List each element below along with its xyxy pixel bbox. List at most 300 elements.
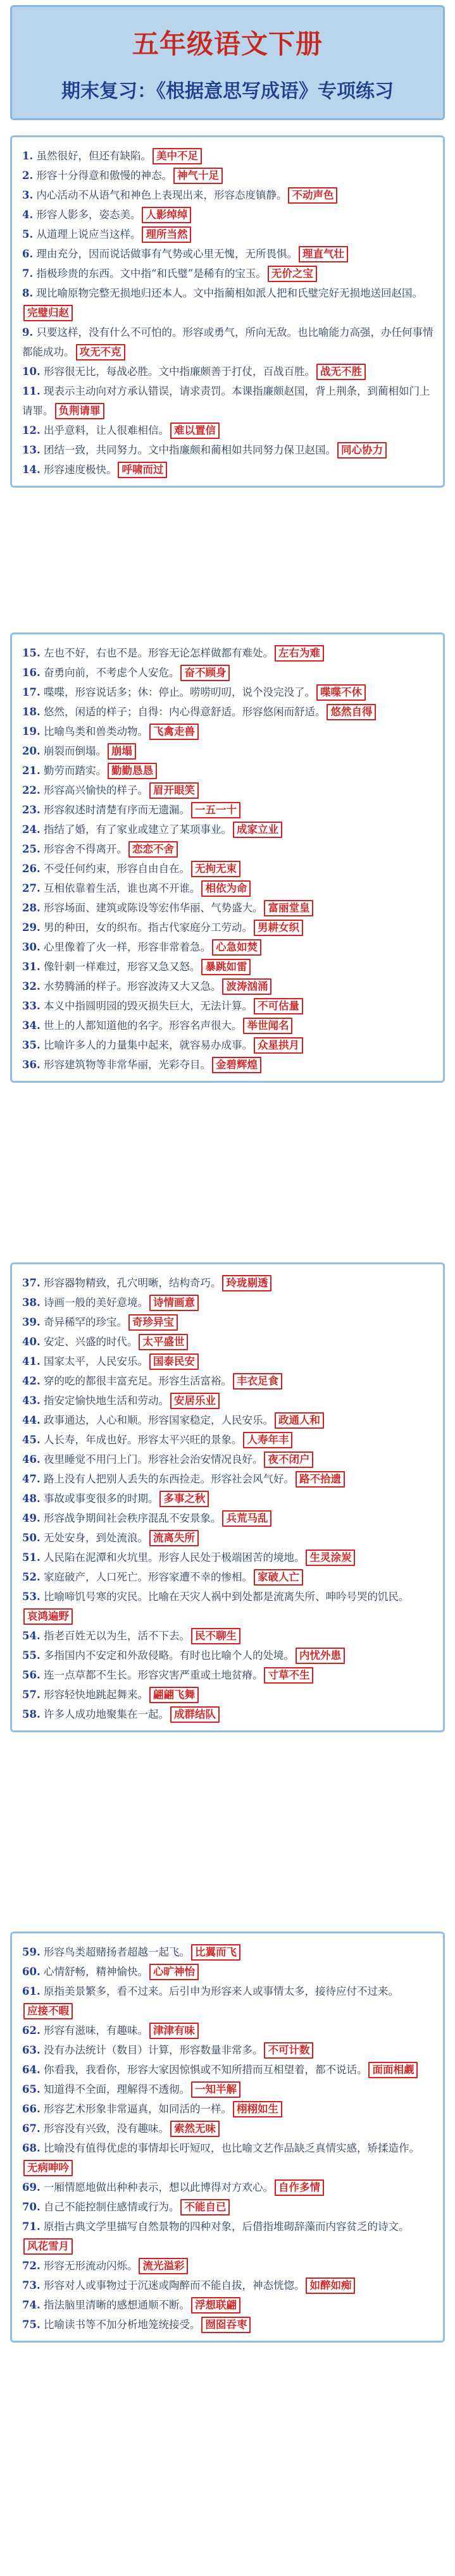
item-number: 27. xyxy=(22,882,41,894)
item-number: 70. xyxy=(22,2201,41,2213)
item-answer-box: 应接不暇 xyxy=(23,2003,73,2019)
item-definition: 政事通达，人心和顺。形容国家稳定，人民安乐。 xyxy=(43,1414,273,1426)
header-banner xyxy=(10,5,445,120)
item-number: 47. xyxy=(22,1473,41,1485)
exercise-item xyxy=(22,663,434,682)
exercise-item xyxy=(22,264,434,283)
item-answer-box: 比翼而飞 xyxy=(191,1944,240,1961)
item-number: 21. xyxy=(22,765,41,777)
exercise-item xyxy=(22,2197,434,2217)
item-number: 69. xyxy=(22,2181,41,2193)
exercise-item xyxy=(22,1528,434,1548)
item-number: 43. xyxy=(22,1395,41,1407)
item-answer-box: 安居乐业 xyxy=(170,1393,220,1409)
item-answer-box: 内忧外患 xyxy=(296,1648,345,1664)
item-definition: 勤劳而踏实。 xyxy=(43,765,106,777)
exercise-item xyxy=(22,440,434,460)
exercise-item xyxy=(22,1665,434,1685)
item-definition: 像针刺一样难过，形容又急又怒。 xyxy=(43,961,201,973)
item-answer-box: 奋不顾身 xyxy=(180,665,230,681)
item-number: 22. xyxy=(22,784,41,796)
item-definition: 喋喋，形容说话多；休：停止。唠唠叨叨，说个没完没了。 xyxy=(43,686,315,698)
item-answer-box: 眉开眼笑 xyxy=(149,782,199,799)
item-number: 26. xyxy=(22,863,41,875)
item-definition: 崩裂而倒塌。 xyxy=(43,745,106,757)
item-answer-box: 美中不足 xyxy=(153,148,202,164)
item-definition: 世上的人都知道他的名字。形容名声很大。 xyxy=(43,1020,242,1032)
item-answer-box: 一五一十 xyxy=(191,802,240,818)
exercise-item xyxy=(22,2021,434,2040)
page-title: 五年级语文下册 xyxy=(132,28,323,59)
item-number: 62. xyxy=(22,2024,41,2037)
item-number: 54. xyxy=(22,1630,41,1642)
exercise-item xyxy=(22,957,434,977)
item-number: 45. xyxy=(22,1434,41,1446)
item-definition: 悠然，闲适的样子；自得：内心得意舒适。形容悠闲而舒适。 xyxy=(43,706,326,718)
item-number: 52. xyxy=(22,1571,41,1583)
item-definition: 指结了婚，有了家业或建立了某项事业。 xyxy=(43,823,232,835)
item-definition: 人长寿，年成也好。形容太平兴旺的景象。 xyxy=(43,1434,242,1446)
item-definition: 家庭破产，人口死亡。形容家遭不幸的惨相。 xyxy=(43,1571,252,1583)
item-number: 19. xyxy=(22,725,41,737)
exercise-item xyxy=(22,1391,434,1410)
item-definition: 形容艺术形象非常逼真，如同活的一样。 xyxy=(43,2103,232,2115)
item-answer-box: 国泰民安 xyxy=(149,1353,199,1370)
item-number: 12. xyxy=(22,424,41,436)
item-definition: 自己不能控制住感情或行为。 xyxy=(43,2201,180,2213)
item-number: 55. xyxy=(22,1649,41,1661)
exercise-item xyxy=(22,2295,434,2315)
item-answer-box: 悠然自得 xyxy=(327,704,376,720)
item-definition: 互相依靠着生活，谁也离不开谁。 xyxy=(43,882,201,894)
exercise-item xyxy=(22,996,434,1016)
item-number: 5. xyxy=(22,228,34,240)
item-number: 30. xyxy=(22,941,41,953)
exercise-item xyxy=(22,1016,434,1035)
section-panel-3 xyxy=(10,1262,445,1732)
item-definition: 连一点草都不生长。形容灾害严重或土地贫瘠。 xyxy=(43,1669,263,1681)
item-definition: 穿的吃的都很丰富充足。形容生活富裕。 xyxy=(43,1375,232,1387)
item-answer-box: 富丽堂皇 xyxy=(264,900,313,916)
exercise-item xyxy=(22,722,434,741)
item-definition: 水势腾涌的样子。形容波涛又大又急。 xyxy=(43,980,221,992)
exercise-item xyxy=(22,702,434,722)
item-definition: 团结一致，共同努力。文中指廉颇和蔺相如共同努力保卫赵国。 xyxy=(43,444,336,456)
exercise-item xyxy=(22,1646,434,1665)
item-definition: 知道得不全面，理解得不透彻。 xyxy=(43,2083,190,2095)
exercise-item xyxy=(22,898,434,918)
exercise-item xyxy=(22,205,434,225)
item-answer-box: 人寿年丰 xyxy=(243,1432,292,1448)
item-definition: 形容无形流动闪烁。 xyxy=(43,2260,138,2272)
exercise-item xyxy=(22,800,434,820)
item-number: 17. xyxy=(22,686,41,698)
item-definition: 许多人成功地聚集在一起。 xyxy=(43,1708,169,1720)
exercise-item xyxy=(22,741,434,761)
exercise-item xyxy=(22,878,434,898)
item-answer-box: 无拘无束 xyxy=(191,861,240,877)
item-definition: 从道理上说应当这样。 xyxy=(36,228,141,240)
item-number: 42. xyxy=(22,1375,41,1387)
exercise-item xyxy=(22,283,434,323)
item-number: 41. xyxy=(22,1355,41,1367)
item-answer-box: 不动声色 xyxy=(288,187,337,204)
item-definition: 没有办法统计（数目）计算，形容数量非常多。 xyxy=(43,2044,263,2056)
item-definition: 比喻许多人的力量集中起来，就容易办成事。 xyxy=(43,1039,252,1051)
item-answer-box: 众星拱月 xyxy=(254,1037,303,1054)
item-number: 4. xyxy=(22,209,34,221)
item-answer-box: 理直气壮 xyxy=(299,246,348,262)
item-answer-box: 囫囵吞枣 xyxy=(201,2317,251,2333)
item-definition: 形容战争期间社会秩序混乱不安景象。 xyxy=(43,1512,221,1524)
exercise-item xyxy=(22,362,434,381)
item-number: 66. xyxy=(22,2103,41,2115)
exercise-item xyxy=(22,1055,434,1075)
exercise-item xyxy=(22,780,434,800)
item-number: 60. xyxy=(22,1966,41,1978)
item-definition: 诗画一般的美好意境。 xyxy=(43,1297,148,1309)
item-definition: 形容对人或事物过于沉迷或陶醉而不能自拔，神态恍惚。 xyxy=(43,2279,305,2291)
item-answer-box: 成家立业 xyxy=(233,822,282,838)
item-definition: 心情舒畅，精神愉快。 xyxy=(43,1966,148,1978)
item-number: 28. xyxy=(22,902,41,914)
item-definition: 指极珍贵的东西。文中指“和氏璧”是稀有的宝玉。 xyxy=(36,268,266,280)
item-definition: 左也不好，右也不是。形容无论怎样做都有难处。 xyxy=(43,647,273,659)
item-answer-box: 翩翩飞舞 xyxy=(149,1687,199,1703)
item-answer-box: 攻无不克 xyxy=(76,344,125,361)
exercise-item xyxy=(22,1469,434,1489)
item-number: 74. xyxy=(22,2299,41,2311)
item-definition: 内心活动不从语气和神色上表现出来，形容态度镇静。 xyxy=(36,189,287,201)
exercise-item xyxy=(22,2099,434,2119)
exercise-item xyxy=(22,244,434,264)
item-answer-box: 不可估量 xyxy=(254,998,303,1014)
item-number: 50. xyxy=(22,1532,41,1544)
exercise-item xyxy=(22,323,434,362)
item-answer-box: 寸草不生 xyxy=(264,1667,313,1684)
exercise-item xyxy=(22,1567,434,1587)
item-number: 24. xyxy=(22,823,41,835)
item-definition: 安定、兴盛的时代。 xyxy=(43,1336,138,1348)
item-answer-box: 波涛汹涌 xyxy=(222,978,271,995)
item-definition: 心里像着了火一样，形容非常着急。 xyxy=(43,941,211,953)
item-answer-box: 诗情画意 xyxy=(149,1295,199,1311)
section-panel-4 xyxy=(10,1932,445,2343)
item-number: 71. xyxy=(22,2221,41,2233)
item-answer-box: 不可计数 xyxy=(264,2042,313,2059)
item-definition: 路上没有人把别人丢失的东西捡走。形容社会风气好。 xyxy=(43,1473,294,1485)
item-answer-box: 一知半解 xyxy=(191,2081,240,2098)
exercise-item xyxy=(22,977,434,996)
item-number: 75. xyxy=(22,2319,41,2331)
item-definition: 形容人影多，姿态美。 xyxy=(36,209,141,221)
item-definition: 奋勇向前，不考虑个人安危。 xyxy=(43,667,180,679)
exercise-item xyxy=(22,1508,434,1528)
item-definition: 形容建筑物等非常华丽，光彩夺目。 xyxy=(43,1059,211,1071)
item-number: 53. xyxy=(22,1591,41,1603)
item-definition: 国家太平，人民安乐。 xyxy=(43,1355,148,1367)
item-number: 18. xyxy=(22,706,41,718)
exercise-item xyxy=(22,2256,434,2276)
item-answer-box: 生灵涂炭 xyxy=(306,1550,355,1566)
item-answer-box: 同心协力 xyxy=(337,442,387,459)
item-number: 61. xyxy=(22,1985,41,1997)
item-definition: 比喻啼饥号寒的灾民。比喻在天灾人祸中到处都是流离失所、呻吟号哭的饥民。 xyxy=(43,1591,409,1603)
item-number: 32. xyxy=(22,980,41,992)
item-definition: 指老百姓无以为生，活不下去。 xyxy=(43,1630,190,1642)
exercise-item xyxy=(22,1430,434,1450)
item-answer-box: 路不拾遗 xyxy=(296,1471,345,1488)
item-definition: 出乎意料，让人很难相信。 xyxy=(43,424,169,436)
item-answer-box: 政通人和 xyxy=(275,1412,324,1429)
item-number: 11. xyxy=(22,385,41,397)
item-answer-box: 完璧归赵 xyxy=(23,305,73,321)
exercise-item xyxy=(22,460,434,479)
item-answer-box: 恋恋不舍 xyxy=(128,841,178,858)
item-answer-box: 自作多情 xyxy=(275,2179,324,2196)
item-answer-box: 举世闻名 xyxy=(243,1018,292,1034)
item-definition: 多指国内不安定和外敌侵略。有时也比喻个人的处境。 xyxy=(43,1649,294,1661)
item-number: 34. xyxy=(22,1020,41,1032)
item-answer-box: 负荆请罪 xyxy=(55,403,104,419)
item-number: 63. xyxy=(22,2044,41,2056)
item-number: 64. xyxy=(22,2064,41,2076)
item-answer-box: 如醉如痴 xyxy=(306,2277,355,2294)
item-number: 59. xyxy=(22,1946,41,1958)
item-definition: 你看我，我看你，形容大家因惊惧或不知所措而互相望着，都不说话。 xyxy=(43,2064,368,2076)
exercise-item xyxy=(22,937,434,957)
item-answer-box: 理所当然 xyxy=(142,226,191,243)
exercise-item xyxy=(22,2080,434,2099)
item-answer-box: 成群结队 xyxy=(170,1706,220,1723)
item-answer-box: 金碧辉煌 xyxy=(212,1057,261,1073)
item-definition: 男的种田，女的织布。指古代家庭分工劳动。 xyxy=(43,921,252,934)
item-answer-box: 暴跳如雷 xyxy=(201,959,251,975)
item-number: 58. xyxy=(22,1708,41,1720)
item-definition: 形容场面、建筑或陈设等宏伟华丽、气势盛大。 xyxy=(43,902,263,914)
exercise-item xyxy=(22,918,434,937)
item-answer-box: 多事之秋 xyxy=(159,1491,209,1507)
exercise-item xyxy=(22,1489,434,1508)
item-number: 67. xyxy=(22,2123,41,2135)
item-answer-box: 风花雪月 xyxy=(23,2238,73,2255)
item-answer-box: 奇珍异宝 xyxy=(128,1314,178,1331)
item-answer-box: 无价之宝 xyxy=(268,266,317,282)
exercise-item xyxy=(22,421,434,440)
item-answer-box: 流离失所 xyxy=(149,1530,199,1546)
item-answer-box: 勤勤恳恳 xyxy=(108,763,157,779)
item-definition: 一厢情愿地做出种种表示，想以此博得对方欢心。 xyxy=(43,2181,273,2193)
exercise-item xyxy=(22,1981,434,2021)
exercise-item xyxy=(22,1332,434,1352)
item-answer-box: 津津有味 xyxy=(149,2023,199,2039)
exercise-item xyxy=(22,2138,434,2178)
exercise-item xyxy=(22,1410,434,1430)
item-answer-box: 难以置信 xyxy=(170,422,220,439)
item-definition: 本义中指圆明园的毁灭损失巨大，无法计算。 xyxy=(43,1000,252,1012)
exercise-item xyxy=(22,2217,434,2256)
item-number: 13. xyxy=(22,444,41,456)
item-answer-box: 夜不闭户 xyxy=(264,1451,313,1468)
item-number: 35. xyxy=(22,1039,41,1051)
item-number: 10. xyxy=(22,366,41,378)
item-definition: 形容轻快地跳起舞来。 xyxy=(43,1689,148,1701)
item-answer-box: 人影绰绰 xyxy=(142,207,191,223)
item-answer-box: 崩塌 xyxy=(108,743,136,760)
item-answer-box: 面面相觑 xyxy=(368,2062,418,2078)
item-definition: 事故或事变很多的时期。 xyxy=(43,1493,159,1505)
exercise-item xyxy=(22,1626,434,1646)
item-number: 73. xyxy=(22,2279,41,2291)
item-definition: 形容器物精致，孔穴明晰，结构奇巧。 xyxy=(43,1277,221,1289)
item-definition: 比喻鸟类和兽类动物。 xyxy=(43,725,148,737)
exercise-item xyxy=(22,1450,434,1469)
item-definition: 形容有滋味，有趣味。 xyxy=(43,2024,148,2037)
item-answer-box: 家破人亡 xyxy=(254,1569,303,1586)
item-number: 14. xyxy=(22,464,41,476)
item-answer-box: 相依为命 xyxy=(201,880,251,897)
item-answer-box: 喋喋不休 xyxy=(316,684,366,701)
exercise-item xyxy=(22,820,434,839)
item-number: 68. xyxy=(22,2142,41,2154)
item-definition: 奇异稀罕的珍宝。 xyxy=(43,1316,127,1328)
item-answer-box: 浮想联翩 xyxy=(191,2297,240,2314)
item-number: 15. xyxy=(22,647,41,659)
item-number: 20. xyxy=(22,745,41,757)
item-answer-box: 不能自已 xyxy=(180,2199,230,2215)
item-number: 23. xyxy=(22,804,41,816)
item-number: 51. xyxy=(22,1551,41,1563)
exercise-item xyxy=(22,2119,434,2138)
exercise-item xyxy=(22,146,434,166)
item-answer-box: 战无不胜 xyxy=(316,364,366,380)
exercise-item xyxy=(22,1685,434,1704)
item-number: 6. xyxy=(22,248,34,260)
section-panel-1 xyxy=(10,135,445,488)
item-answer-box: 玲珑剔透 xyxy=(222,1275,271,1291)
item-definition: 不受任何约束，形容自由自在。 xyxy=(43,863,190,875)
exercise-item xyxy=(22,185,434,205)
item-answer-box: 无病呻吟 xyxy=(23,2160,73,2176)
item-definition: 形容速度极快。 xyxy=(43,464,117,476)
item-number: 37. xyxy=(22,1277,41,1289)
item-answer-box: 索然无味 xyxy=(170,2121,220,2137)
exercise-item xyxy=(22,1548,434,1567)
exercise-item xyxy=(22,2315,434,2334)
exercise-item xyxy=(22,1942,434,1962)
item-number: 3. xyxy=(22,189,34,201)
item-definition: 形容舍不得离开。 xyxy=(43,843,127,855)
item-answer-box: 哀鸿遍野 xyxy=(23,1608,73,1625)
item-number: 9. xyxy=(22,326,34,338)
section-panel-2 xyxy=(10,632,445,1083)
item-definition: 形容叙述时清楚有序而无遗漏。 xyxy=(43,804,190,816)
item-answer-box: 左右为难 xyxy=(275,645,324,662)
item-definition: 形容很无比，每战必胜。文中指廉颇善于打仗，百战百胜。 xyxy=(43,366,315,378)
item-answer-box: 兵荒马乱 xyxy=(222,1510,271,1527)
exercise-item xyxy=(22,761,434,780)
item-number: 31. xyxy=(22,961,41,973)
item-number: 48. xyxy=(22,1493,41,1505)
item-number: 65. xyxy=(22,2083,41,2095)
item-definition: 虽然很好，但还有缺陷。 xyxy=(36,150,151,162)
exercise-item xyxy=(22,859,434,878)
item-number: 16. xyxy=(22,667,41,679)
item-number: 2. xyxy=(22,169,34,182)
item-answer-box: 流光溢彩 xyxy=(139,2258,188,2274)
item-number: 1. xyxy=(22,150,34,162)
item-definition: 理由充分，因而说话做事有气势或心里无愧，无所畏惧。 xyxy=(36,248,297,260)
exercise-item xyxy=(22,381,434,421)
item-answer-box: 心急如焚 xyxy=(212,939,261,956)
item-definition: 人民陷在泥潭和火坑里。形容人民处于极端困苦的境地。 xyxy=(43,1551,305,1563)
item-definition: 原指美景繁多，看不过来。后引申为形容来人或事情太多，接待应付不过来。 xyxy=(43,1985,399,1997)
item-number: 29. xyxy=(22,921,41,934)
item-definition: 现比喻原物完整无损地归还本人。文中指蔺相如派人把和氏璧完好无损地送回赵国。 xyxy=(36,287,423,299)
item-number: 57. xyxy=(22,1689,41,1701)
item-number: 56. xyxy=(22,1669,41,1681)
exercise-item xyxy=(22,2060,434,2080)
item-number: 36. xyxy=(22,1059,41,1071)
item-definition: 比喻没有值得优虑的事情却长吁短叹，也比喻文艺作品缺乏真情实感，矫揉造作。 xyxy=(43,2142,420,2154)
exercise-item xyxy=(22,1293,434,1312)
item-number: 33. xyxy=(22,1000,41,1012)
item-definition: 形容鸟类超赌扬者超越一起飞。 xyxy=(43,1946,190,1958)
item-definition: 夜里睡觉不用闩上门。形容社会治安情况良好。 xyxy=(43,1453,263,1465)
item-number: 38. xyxy=(22,1297,41,1309)
item-answer-box: 飞禽走兽 xyxy=(149,724,199,740)
item-definition: 形容没有兴致，没有趣味。 xyxy=(43,2123,169,2135)
item-definition: 无处安身，到处流浪。 xyxy=(43,1532,148,1544)
item-number: 46. xyxy=(22,1453,41,1465)
item-definition: 指法脑里清晰的感想通顺不断。 xyxy=(43,2299,190,2311)
item-definition: 形容十分得意和傲慢的神态。 xyxy=(36,169,172,182)
item-number: 25. xyxy=(22,843,41,855)
item-answer-box: 栩栩如生 xyxy=(233,2101,282,2117)
exercise-item xyxy=(22,2178,434,2197)
exercise-item xyxy=(22,225,434,244)
exercise-item xyxy=(22,643,434,663)
item-number: 40. xyxy=(22,1336,41,1348)
item-answer-box: 呼啸而过 xyxy=(118,462,167,478)
item-definition: 形容高兴愉快的样子。 xyxy=(43,784,148,796)
item-number: 39. xyxy=(22,1316,41,1328)
exercise-item xyxy=(22,682,434,702)
item-answer-box: 太平盛世 xyxy=(139,1334,188,1350)
item-definition: 比喻读书等不加分析地笼统接受。 xyxy=(43,2319,201,2331)
exercise-item xyxy=(22,1704,434,1724)
exercise-item xyxy=(22,2040,434,2060)
item-answer-box: 心旷神怡 xyxy=(149,1964,199,1980)
item-definition: 原指古典文学里描写自然景物的四种对象，后借指堆砌辞藻而内容贫乏的诗文。 xyxy=(43,2221,409,2233)
item-answer-box: 民不聊生 xyxy=(191,1628,240,1644)
exercise-item xyxy=(22,1035,434,1055)
item-definition: 只要这样，没有什么不可怕的。形容或勇气，所向无敌。也比喻能力高强，办任何事情都能成功。 xyxy=(22,326,433,358)
exercise-item xyxy=(22,1962,434,1981)
exercise-item xyxy=(22,1352,434,1371)
exercise-item xyxy=(22,1273,434,1293)
item-definition: 现表示主动向对方承认错误，请求责罚。本课指廉颇赵国，背上荆条，到蔺相如门上请罪。 xyxy=(22,385,430,417)
item-number: 44. xyxy=(22,1414,41,1426)
item-answer-box: 男耕女织 xyxy=(254,920,303,936)
item-number: 7. xyxy=(22,268,34,280)
exercise-item xyxy=(22,1587,434,1626)
exercise-item xyxy=(22,166,434,185)
item-number: 8. xyxy=(22,287,34,299)
exercise-item xyxy=(22,2276,434,2295)
item-answer-box: 丰衣足食 xyxy=(233,1373,282,1390)
item-number: 49. xyxy=(22,1512,41,1524)
